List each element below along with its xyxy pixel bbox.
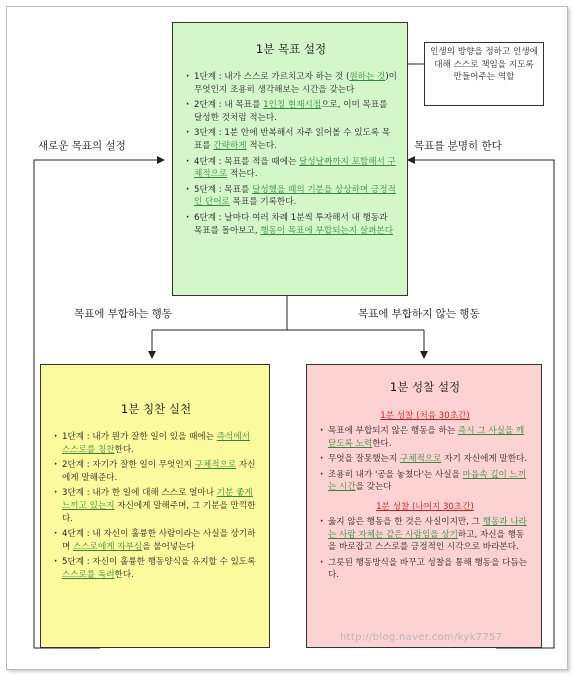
key-phrase: 간략하게 [213,140,247,151]
key-phrase: 구체적으로 [399,454,442,465]
step-text: 을 갖는다 [355,482,392,493]
step-text: 옳지 않은 행동을 한 것은 사실이지만, 그 [328,516,483,527]
key-phrase: 구체적으로 [194,460,237,471]
key-phrase: 달성했을 때의 기분을 상상하며 긍정적인 단어로 [194,184,396,208]
step-text: 무엇을 잘못했는지 [328,454,400,465]
role-note: 인생의 방향을 정하고 인생에 대해 스스로 책임을 지도록 만들어주는 역할 [424,42,544,106]
reflection-second-half-steps [319,516,531,582]
step-text: 4단계 : 목표를 적을 때에는 [194,156,300,167]
matching-action-label: 목표에 부합하는 행동 [74,308,172,320]
step-text: 한다. [114,444,134,455]
step-text: 목표에 부합되지 않은 행동을 하는 [328,426,458,436]
praise-title: 1분 칭찬 실천 [120,402,192,416]
step-item [185,184,397,209]
goal-setting-title: 1분 목표 설정 [255,42,327,56]
step-text: 4단계 : 내 자신이 훌륭한 사람이라는 사실을 상기하며 [62,529,256,552]
step-item [53,528,259,553]
step-text: 1단계 : 내가 뭔가 잘한 일이 있을 때에는 [62,432,217,442]
step-item [53,487,259,525]
step-item [319,425,531,450]
step-text: 적는다. [227,169,258,180]
step-text: 자신에게 말해주며, 그 기분을 만끽한다. [62,500,256,524]
key-phrase: 즉석에서 스스로를 칭찬 [62,432,250,455]
clarify-goal-label: 목표를 분명히 한다 [414,140,502,152]
key-phrase: 1인칭 현재시점 [263,100,322,111]
step-text: 한다. [114,569,134,580]
step-item [53,556,259,581]
step-item [53,431,259,456]
step-text: 3단계 : 1분 안에 반복해서 자주 읽어볼 수 있도록 목표를 [194,128,391,151]
step-text: 3단계 : 내가 한 일에 대해 스스로 얼마나 [62,488,217,499]
step-text: 2단계 : 내 목표를 [194,100,264,111]
step-item [319,557,531,582]
step-text: 으로, 이미 목표를 달성한 것처럼 적는다. [194,100,388,123]
step-item [185,127,397,152]
non-matching-action-label: 목표에 부합하지 않는 행동 [358,308,480,320]
key-phrase: 원하는 것 [349,72,386,82]
reflection-title: 1분 성찰 설정 [389,380,461,394]
key-phrase: 마음속 깊이 느끼는 시간 [328,469,527,493]
praise-box [40,364,270,648]
new-goal-label: 새로운 목표의 설정 [38,140,126,152]
step-item [53,459,259,484]
reflection-first-half-heading: 1분 성찰 (처음 30초간) [380,411,470,421]
step-text: 하고, 자신을 행동을 바로잡고 스스로를 긍정적인 시각으로 바라본다. [328,529,525,553]
step-text: 한다. [372,438,392,449]
step-text: 2단계 : 자기가 잘한 일이 무엇인지 [62,460,195,471]
step-item [185,99,397,124]
step-text: 자기 자신에게 말한다. [441,454,528,465]
key-phrase: 행동이 목표에 부합되는지 살펴본다 [260,225,394,236]
praise-steps [53,431,259,582]
step-item [319,469,531,494]
key-phrase: 기분 좋게 느끼고 있는지 [62,488,253,511]
step-item [185,212,397,237]
watermark: http://blog.naver.com/kyk7757 [340,632,503,643]
step-item [319,516,531,554]
step-text: 1단계 : 내가 스스로 가르치고자 하는 것 ( [194,72,350,82]
key-phrase: 즉시 그 사실을 깨닫도록 노력 [328,426,525,449]
step-text: 자신에게 말해준다. [62,460,256,483]
step-text: 5단계 : 자신이 훌륭한 행동양식을 유지할 수 있도록 [62,557,256,568]
step-text: 적는다. [246,140,277,151]
step-text: 6단계 : 날마다 여러 차례 1분씩 투자해서 내 행동과 목표를 돌아보고, [194,212,388,236]
goal-setting-box [172,22,408,296]
reflection-second-half-heading: 1분 성찰 (나머지 30초간) [376,501,474,512]
step-text: 그릇된 행동방식을 바꾸고 성찰을 통해 행동을 다듬는다. [328,557,528,581]
reflection-first-half-steps [319,425,531,494]
reflection-box [306,364,542,648]
step-text: 조용히 내가 '공을 놓쳤다'는 사실을 [328,469,463,480]
step-item [319,453,531,466]
key-phrase: 행동과 나라는 사람 자체는 같은 사람임을 상기 [328,516,527,540]
step-text: 5단계 : 목표를 [194,184,253,195]
step-text: 목표를 기록한다. [229,197,297,208]
key-phrase: 스스로를 독려 [62,569,115,580]
key-phrase: 스스로에게 자부심 [73,541,143,552]
step-text: 을 불어넣는다 [142,541,195,552]
key-phrase: 달성날짜까지 포함해서 구체적으로 [194,156,396,180]
step-item [185,71,397,96]
step-item [185,156,397,181]
step-text: )이 무엇인지 조용히 생각해보는 시간을 갖는다 [194,72,397,95]
goal-setting-steps [185,71,397,237]
